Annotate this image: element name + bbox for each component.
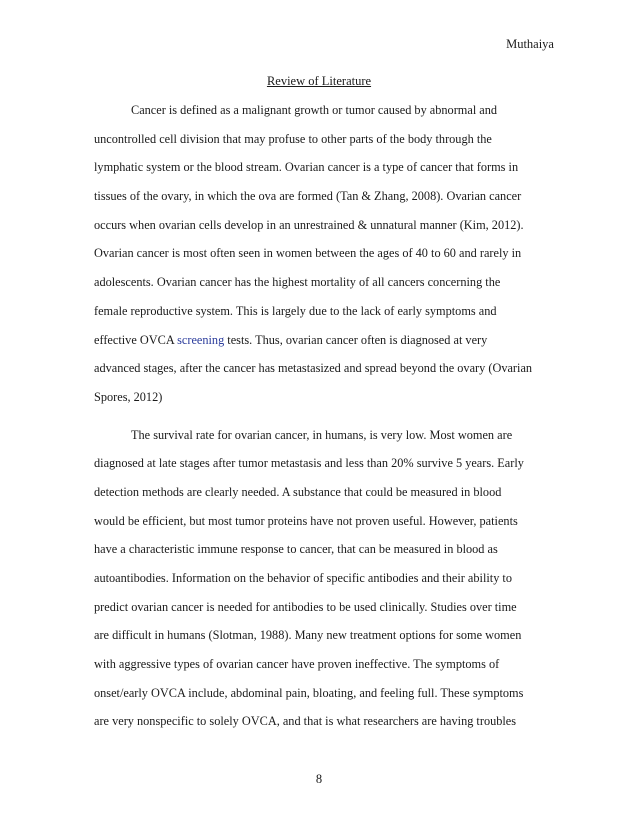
text-segment: effective OVCA (94, 332, 178, 347)
text-line: diagnosed at late stages after tumor metastasis and less than 20% survive 5 years. Early (94, 456, 524, 471)
text-line: advanced stages, after the cancer has metastasized and spread beyond the ovary (Ovarian (94, 361, 533, 376)
text-line: onset/early OVCA include, abdominal pain, bloating, and feeling full. These symptoms (94, 685, 524, 700)
section-title: Review of Literature (266, 74, 372, 88)
text-line: adolescents. Ovarian cancer has the highest mortality of all cancers concerning the (94, 275, 501, 290)
page-number: 8 (315, 772, 323, 786)
text-line: predict ovarian cancer is needed for antibodies to be used clinically. Studies over time (94, 599, 517, 614)
text-line: autoantibodies. Information on the behavior of specific antibodies and their ability to (94, 571, 512, 585)
text-line: Spores, 2012) (94, 389, 163, 404)
text-segment: tests. Thus, ovarian cancer often is diagnosed at very (224, 332, 488, 347)
paragraph-2 (94, 421, 554, 737)
screening-link[interactable]: screening (177, 332, 225, 347)
text-line: tissues of the ovary, in which the ova are formed (Tan & Zhang, 2008). Ovarian cancer (94, 189, 522, 204)
running-header-author: Muthaiya (506, 37, 554, 51)
paragraph-1 (94, 96, 554, 412)
text-line: have a characteristic immune response to cancer, that can be measured in blood as (94, 542, 498, 557)
text-line: are difficult in humans (Slotman, 1988). Many new treatment options for some women (94, 628, 522, 643)
paragraph-gap (94, 412, 554, 421)
text-line: The survival rate for ovarian cancer, in humans, is very low. Most women are (131, 427, 513, 442)
text-line: would be efficient, but most tumor proteins have not proven useful. However, patients (94, 513, 518, 528)
text-line: are very nonspecific to solely OVCA, and that is what researchers are having troubles (94, 714, 517, 729)
text-line: lymphatic system or the blood stream. Ovarian cancer is a type of cancer that forms in (94, 160, 519, 175)
text-line: female reproductive system. This is largely due to the lack of early symptoms and (94, 303, 497, 318)
text-line: Cancer is defined as a malignant growth or tumor caused by abnormal and (131, 103, 498, 117)
text-line: Ovarian cancer is most often seen in women between the ages of 40 to 60 and rarely in (94, 246, 522, 261)
text-line: uncontrolled cell division that may profuse to other parts of the body through the (94, 131, 492, 146)
text-line: detection methods are clearly needed. A substance that could be measured in blood (94, 484, 502, 499)
body-text (94, 96, 554, 736)
text-line: with aggressive types of ovarian cancer have proven ineffective. The symptoms of (94, 657, 500, 672)
text-line (94, 326, 554, 355)
text-line: occurs when ovarian cells develop in an unrestrained & unnatural manner (Kim, 2012). (94, 217, 524, 232)
